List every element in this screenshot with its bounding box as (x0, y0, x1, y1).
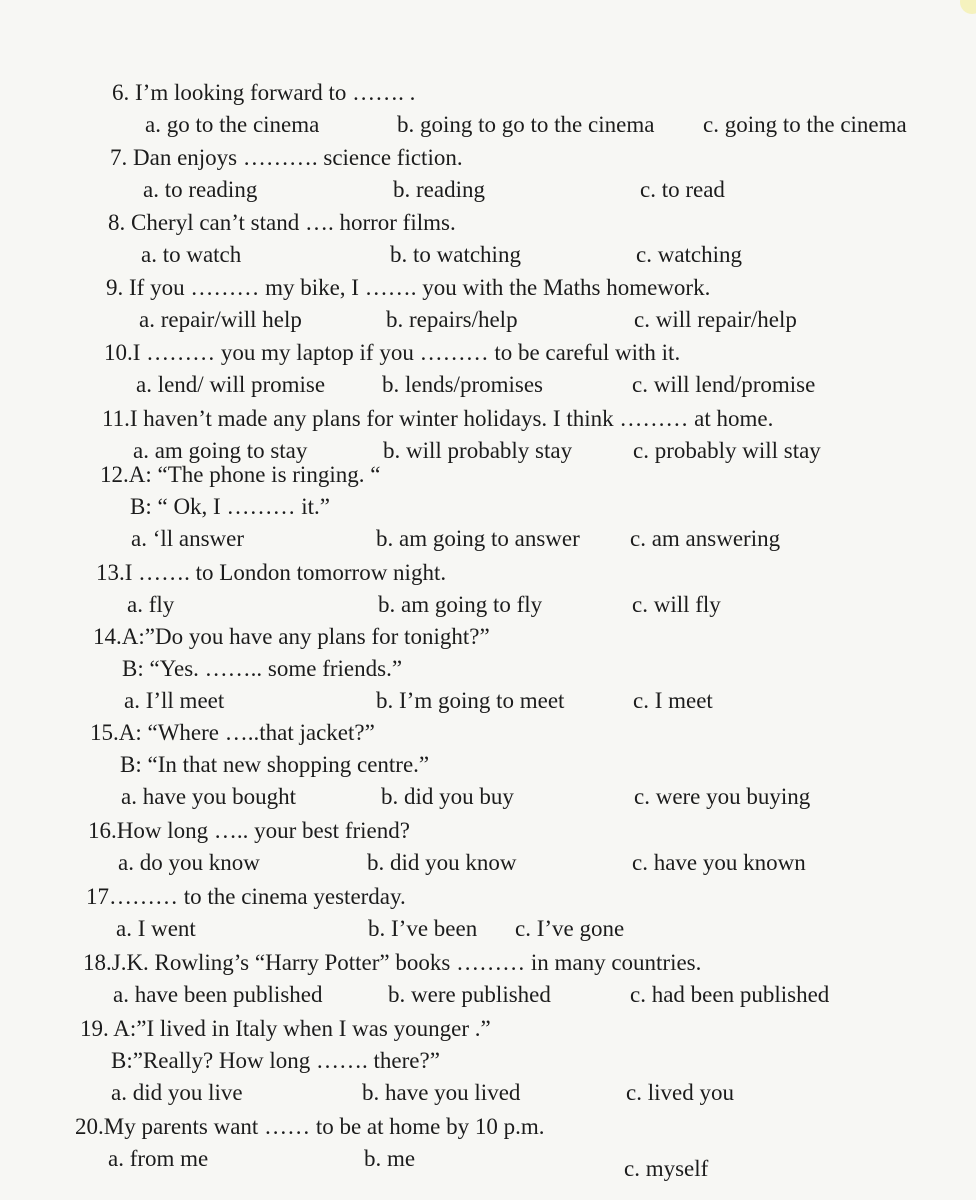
question-stem: 20.My parents want …… to be at home by 10 p.m. (75, 1114, 545, 1139)
question-6 (0, 80, 976, 146)
option-a: a. to reading (143, 177, 258, 202)
question-stem: 12.A: “The phone is ringing. “ (100, 462, 381, 487)
question-stem: 14.A:”Do you have any plans for tonight?” (93, 624, 490, 649)
option-c: c. probably will stay (633, 438, 821, 463)
dialogue-line-b: B: “Yes. …….. some friends.” (122, 656, 403, 681)
dialogue-line-b: B: “In that new shopping centre.” (120, 752, 430, 777)
option-a: a. am going to stay (133, 438, 308, 463)
option-c: c. will lend/promise (632, 372, 816, 397)
option-c: c. I meet (633, 688, 713, 713)
question-12 (0, 462, 976, 562)
question-15 (0, 720, 976, 820)
question-7 (0, 145, 976, 211)
question-18 (0, 950, 976, 1016)
option-c: c. were you buying (634, 784, 811, 809)
option-a: a. to watch (141, 242, 242, 267)
option-a: a. go to the cinema (145, 112, 320, 137)
option-b: b. to watching (390, 242, 521, 267)
question-16 (0, 818, 976, 884)
option-b: b. going to go to the cinema (397, 112, 655, 137)
option-a: a. lend/ will promise (136, 372, 326, 397)
option-a: a. did you live (111, 1080, 243, 1105)
option-a: a. have been published (113, 982, 323, 1007)
option-a: a. I went (116, 916, 196, 941)
question-stem: 17……… to the cinema yesterday. (86, 884, 406, 909)
question-17 (0, 884, 976, 950)
question-19 (0, 1016, 976, 1116)
option-b: b. did you buy (381, 784, 514, 809)
question-stem: 16.How long ….. your best friend? (88, 818, 410, 843)
option-c: c. will fly (632, 592, 721, 617)
option-a: a. do you know (118, 850, 260, 875)
option-b: b. am going to fly (378, 592, 543, 617)
question-stem: 10.I ……… you my laptop if you ……… to be careful with it. (104, 340, 681, 365)
question-stem: 11.I haven’t made any plans for winter holidays. I think ……… at home. (102, 406, 774, 431)
question-stem: 7. Dan enjoys ………. science fiction. (110, 145, 463, 170)
option-b: b. am going to answer (376, 526, 580, 551)
option-c: c. will repair/help (634, 307, 797, 332)
option-a: a. I’ll meet (124, 688, 225, 713)
question-8 (0, 210, 976, 276)
option-c: c. am answering (630, 526, 781, 551)
option-b: b. did you know (367, 850, 517, 875)
option-b: b. me (364, 1146, 416, 1171)
option-b: b. will probably stay (383, 438, 573, 463)
question-stem: 8. Cheryl can’t stand …. horror films. (108, 210, 456, 235)
question-10 (0, 340, 976, 406)
question-13 (0, 560, 976, 626)
option-c: c. I’ve gone (515, 916, 625, 941)
dialogue-line-b: B:”Really? How long ……. there?” (111, 1048, 440, 1073)
option-a: a. have you bought (121, 784, 297, 809)
option-c: c. watching (636, 242, 743, 267)
question-stem: 13.I ……. to London tomorrow night. (96, 560, 447, 585)
option-b: b. were published (388, 982, 551, 1007)
question-stem: 19. A:”I lived in Italy when I was younger .” (80, 1016, 491, 1041)
option-c: c. have you known (632, 850, 806, 875)
question-stem: 18.J.K. Rowling’s “Harry Potter” books ……… in many countries. (83, 950, 702, 975)
option-b: b. lends/promises (382, 372, 543, 397)
question-stem: 15.A: “Where …..that jacket?” (90, 720, 375, 745)
option-a: a. fly (127, 592, 175, 617)
question-stem: 9. If you ……… my bike, I ……. you with the Maths homework. (106, 275, 711, 300)
question-9 (0, 275, 976, 341)
option-b: b. have you lived (362, 1080, 521, 1105)
highlight-mark (960, 0, 976, 14)
option-b: b. repairs/help (386, 307, 518, 332)
dialogue-line-b: B: “ Ok, I ……… it.” (130, 494, 330, 519)
option-a: a. ‘ll answer (131, 526, 245, 551)
option-c: c. had been published (630, 982, 830, 1007)
question-stem: 6. I’m looking forward to ……. . (112, 80, 416, 105)
option-a: a. from me (108, 1146, 209, 1171)
question-20 (0, 1114, 976, 1180)
option-c: c. lived you (626, 1080, 734, 1105)
option-a: a. repair/will help (139, 307, 302, 332)
option-c: c. myself (624, 1156, 709, 1181)
option-b: b. reading (393, 177, 485, 202)
question-14 (0, 624, 976, 724)
option-b: b. I’m going to meet (376, 688, 565, 713)
option-b: b. I’ve been (368, 916, 478, 941)
option-c: c. to read (640, 177, 725, 202)
option-c: c. going to the cinema (703, 112, 907, 137)
